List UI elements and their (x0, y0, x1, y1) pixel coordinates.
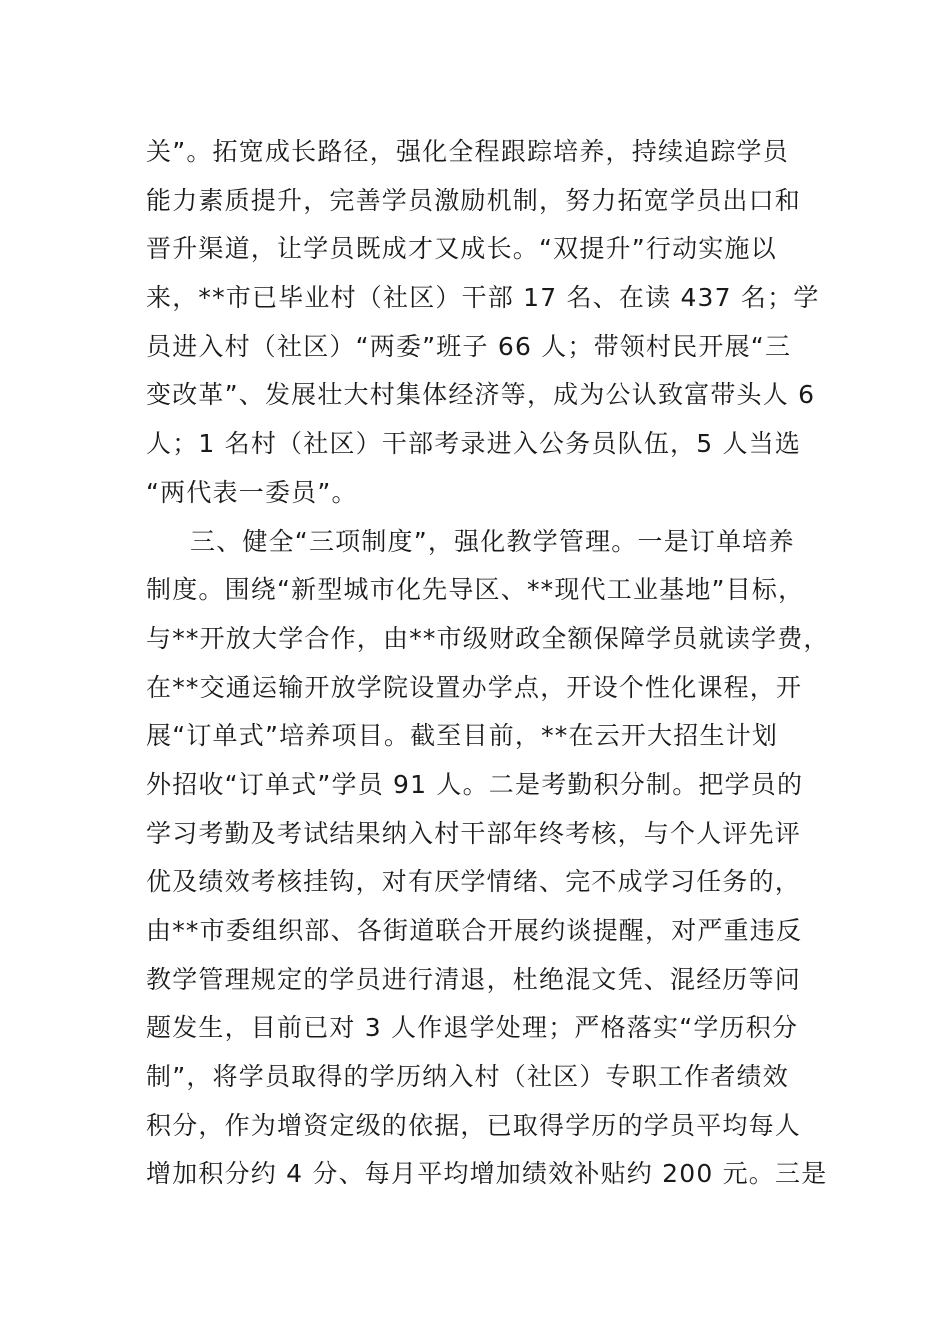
text-line: 关”。拓宽成长路径，强化全程跟踪培养，持续追踪学员 (146, 137, 789, 166)
text-line: 能力素质提升，完善学员激励机制，努力拓宽学员出口和 (146, 185, 802, 215)
text-line: 积分，作为增资定级的依据，已取得学历的学员平均每人 (146, 1110, 802, 1140)
text-line: 晋升渠道，让学员既成才又成长。“双提升”行动实施以 (146, 234, 777, 264)
text-line: 员进入村（社区）“两委”班子 66 人；带领村民开展“三 (146, 331, 792, 361)
text-line: 外招收“订单式”学员 91 人。二是考勤积分制。把学员的 (146, 769, 804, 799)
text-line: 变改革”、发展壮大村集体经济等，成为公认致富带头人 6 (146, 380, 816, 410)
text-line: 学习考勤及考试结果纳入村干部年终考核，与个人评先评 (146, 818, 802, 848)
text-line: 教学管理规定的学员进行清退，杜绝混文凭、混经历等问 (146, 964, 802, 994)
text-line: 题发生，目前已对 3 人作退学处理；严格落实“学历积分 (146, 1013, 799, 1043)
text-line: 展“订单式”培养项目。截至目前，**在云开大招生计划 (146, 721, 779, 751)
text-line: 增加积分约 4 分、每月平均增加绩效补贴约 200 元。三是 (146, 1159, 828, 1189)
text-line: 制”，将学员取得的学历纳入村（社区）专职工作者绩效 (146, 1062, 789, 1092)
body-text (146, 128, 830, 1199)
text-line: 优及绩效考核挂钩，对有厌学情绪、完不成学习任务的， (146, 867, 802, 897)
text-line: 由**市委组织部、各街道联合开展约谈提醒，对严重违反 (146, 916, 803, 945)
text-line: 来，**市已毕业村（社区）干部 17 名、在读 437 名；学 (146, 283, 820, 313)
text-line: 制度。围绕“新型城市化先导区、**现代工业基地”目标， (146, 575, 805, 605)
text-line: 与**开放大学合作，由**市级财政全额保障学员就读学费， (146, 623, 830, 653)
text-line: “两代表一委员”。 (146, 477, 358, 507)
text-line: 人；1 名村（社区）干部考录进入公务员队伍，5 人当选 (146, 429, 802, 459)
section-heading-line: 三、健全“三项制度”，强化教学管理。一是订单培养 (190, 526, 795, 556)
text-line: 在**交通运输开放学院设置办学点，开设个性化课程，开 (146, 672, 803, 702)
